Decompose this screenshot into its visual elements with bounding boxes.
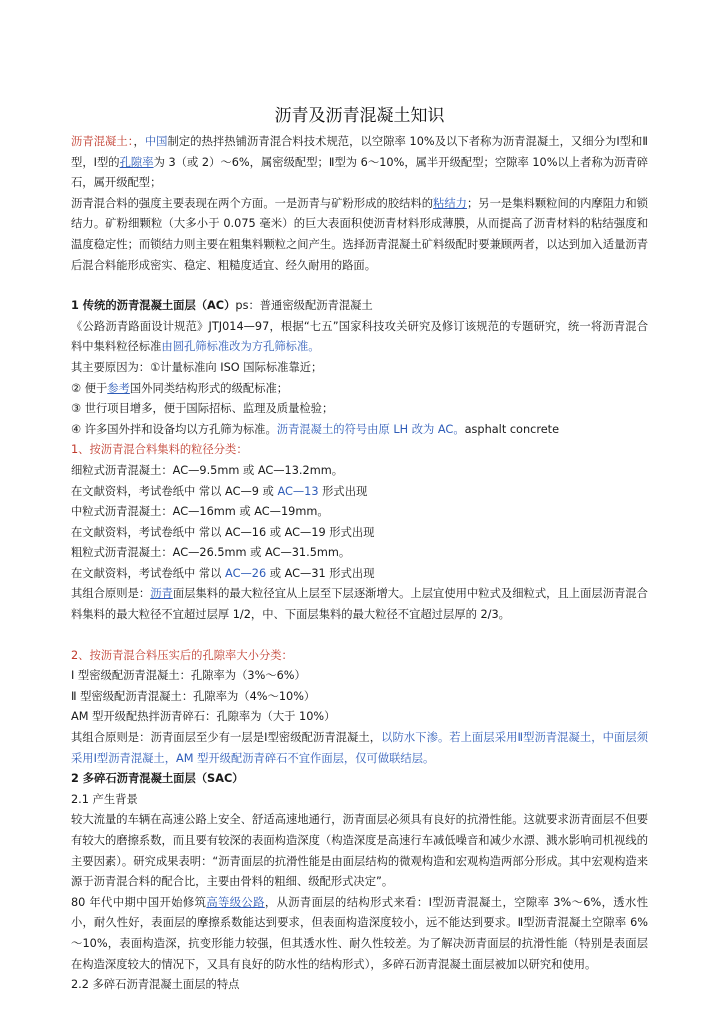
- subheading-2-1: 2.1 产生背景: [71, 792, 138, 806]
- reason-4: ④ 许多国外拌和设备均以方孔筛为标准。沥青混凝土的符号由原 LH 改为 AC。asphalt concrete: [71, 422, 560, 436]
- reason-3: ③ 世行项目增多，便于国际招标、监理及质量检验；: [71, 402, 334, 416]
- spec-paragraph: 《公路沥青路面设计规范》JTJ014—97，根据“七五”国家科技攻关研究及修订该规范的专题研究，统一将沥青混合料中集料粒径标准由圆孔筛标准改为方孔筛标准。: [71, 319, 648, 354]
- reason-2: ② 便于参考国外同类结构形式的级配标准；: [71, 381, 289, 395]
- intro-paragraph: 沥青混凝土：，中国制定的热拌热铺沥青混合料技术规范，以空隙率 10%及以下者称为沥青混凝土，又细分为Ⅰ型和Ⅱ型，Ⅰ型的孔隙率为 3（或 2）～6%，属密级配型；Ⅱ型为 6～10%，属半开级配型；空隙率 10%以上者称为沥青碎石，属开级配型；: [71, 135, 648, 190]
- coarse-grain-literature: 在文献资料，考试卷纸中 常以 AC—26 或 AC—31 形式出现: [71, 566, 375, 580]
- background-paragraph: 较大流量的车辆在高速公路上安全、舒适高速地通行，沥青面层必须具有良好的抗滑性能。这就要求沥青面层不但要有较大的磨擦系数，而且要有较深的表面构造深度（构造深度是高速行车减低噪音和减少水漂、溅水影响司机视线的主要因素）。研究成果表明：“沥青面层的抗滑性能是由面层结构的微观构造和宏观构造两部分形成。其中宏观构造来源于沥青混合料的配合比，主要由骨料的粗细、级配形式决定”。: [71, 813, 648, 889]
- asphalt-link[interactable]: 沥青: [150, 587, 173, 601]
- coarse-grain-line: 粗粒式沥青混凝土：AC—26.5mm 或 AC—31.5mm。: [71, 546, 351, 560]
- grain-combination-principle: 其组合原则是：沥青面层集料的最大粒径宜从上层至下层逐渐增大。上层宜使用中粒式及细粒式，且上面层沥青混合料集料的最大粒径不宜超过层厚 1/2，中、下面层集料的最大粒径不宜超过层厚的 2/3。: [71, 587, 648, 622]
- fine-grain-literature: 在文献资料，考试卷纸中 常以 AC—9 或 AC—13 形式出现: [71, 484, 368, 498]
- section-2-heading: 2 多碎石沥青混凝土面层（SAC）: [71, 772, 244, 786]
- fine-grain-line: 细粒式沥青混凝土：AC—9.5mm 或 AC—13.2mm。: [71, 463, 344, 477]
- reasons-intro: 其主要原因为：①计量标准向 ISO 国际标准靠近；: [71, 360, 323, 374]
- intro-term: 沥青混凝土：: [71, 135, 134, 148]
- english-term: asphalt concrete: [464, 422, 560, 436]
- history-paragraph: 80 年代中期中国开始修筑高等级公路，从沥青面层的结构形式来看：Ⅰ型沥青混凝土，空隙率 3%～6%，透水性小，耐久性好，表面层的摩擦系数能达到要求，但表面构造深度较小，远不能达到要求。Ⅱ型沥青混凝土空隙率 6%～10%，表面构造深，抗变形能力较强，但其透水性、耐久性较差。为了解决沥青面层的抗滑性能（特别是表面层在构造深度较大的情况下，又具有良好的防水性的结构形式），多碎石沥青混凝土面层被加以研究和使用。: [71, 895, 648, 971]
- type-2-line: Ⅱ 型密级配沥青混凝土：孔隙率为（4%～10%）: [71, 689, 316, 703]
- subheading-porosity: 2、按沥青混合料压实后的孔隙率大小分类：: [71, 648, 293, 662]
- medium-grain-literature: 在文献资料，考试卷纸中 常以 AC—16 或 AC—19 形式出现: [71, 525, 375, 539]
- section-1-heading: 1 传统的沥青混凝土面层（AC）ps：普通密级配沥青混凝土: [71, 299, 373, 313]
- strength-paragraph: 沥青混合料的强度主要表现在两个方面。一是沥青与矿粉形成的胶结料的粘结力；另一是集料颗粒间的内摩阻力和锁结力。矿粉细颗粒（大多小于 0.075 毫米）的巨大表面积使沥青材料形成薄膜，从而提高了沥青材料的粘结强度和温度稳定性；而锁结力则主要在粗集料颗粒之间产生。选择沥青混凝土矿料级配时要兼顾两者，以达到加入适量沥青后混合料能形成密实、稳定、粗糙度适宜、经久耐用的路面。: [71, 196, 648, 272]
- subheading-grain-size: 1、按沥青混合料集料的粒径分类：: [71, 443, 248, 457]
- spacer: [71, 276, 648, 296]
- page-title: 沥青及沥青混凝土知识: [274, 106, 445, 126]
- medium-grain-line: 中粒式沥青混凝土：AC—16mm 或 AC—19mm。: [71, 505, 329, 519]
- am-type-line: AM 型开级配热拌沥青碎石：孔隙率为（大于 10%）: [71, 710, 336, 724]
- type-1-line: Ⅰ 型密级配沥青混凝土：孔隙率为（3%～6%）: [71, 669, 306, 683]
- porosity-combination-principle: 其组合原则是：沥青面层至少有一层是Ⅰ型密级配沥青混凝土，以防水下渗。若上面层采用Ⅱ型沥青混凝土，中面层须采用Ⅰ型沥青混凝土，AM 型开级配沥青碎石不宜作面层，仅可做联结层。: [71, 731, 648, 765]
- spacer: [71, 626, 648, 646]
- subheading-2-2: 2.2 多碎石沥青混凝土面层的特点: [71, 978, 240, 992]
- highway-link[interactable]: 高等级公路: [206, 895, 265, 909]
- china-link[interactable]: 中国: [144, 135, 168, 148]
- porosity-link[interactable]: 孔隙率: [119, 155, 154, 169]
- cohesion-link[interactable]: 粘结力: [433, 196, 467, 210]
- reference-link[interactable]: 参考: [107, 381, 130, 395]
